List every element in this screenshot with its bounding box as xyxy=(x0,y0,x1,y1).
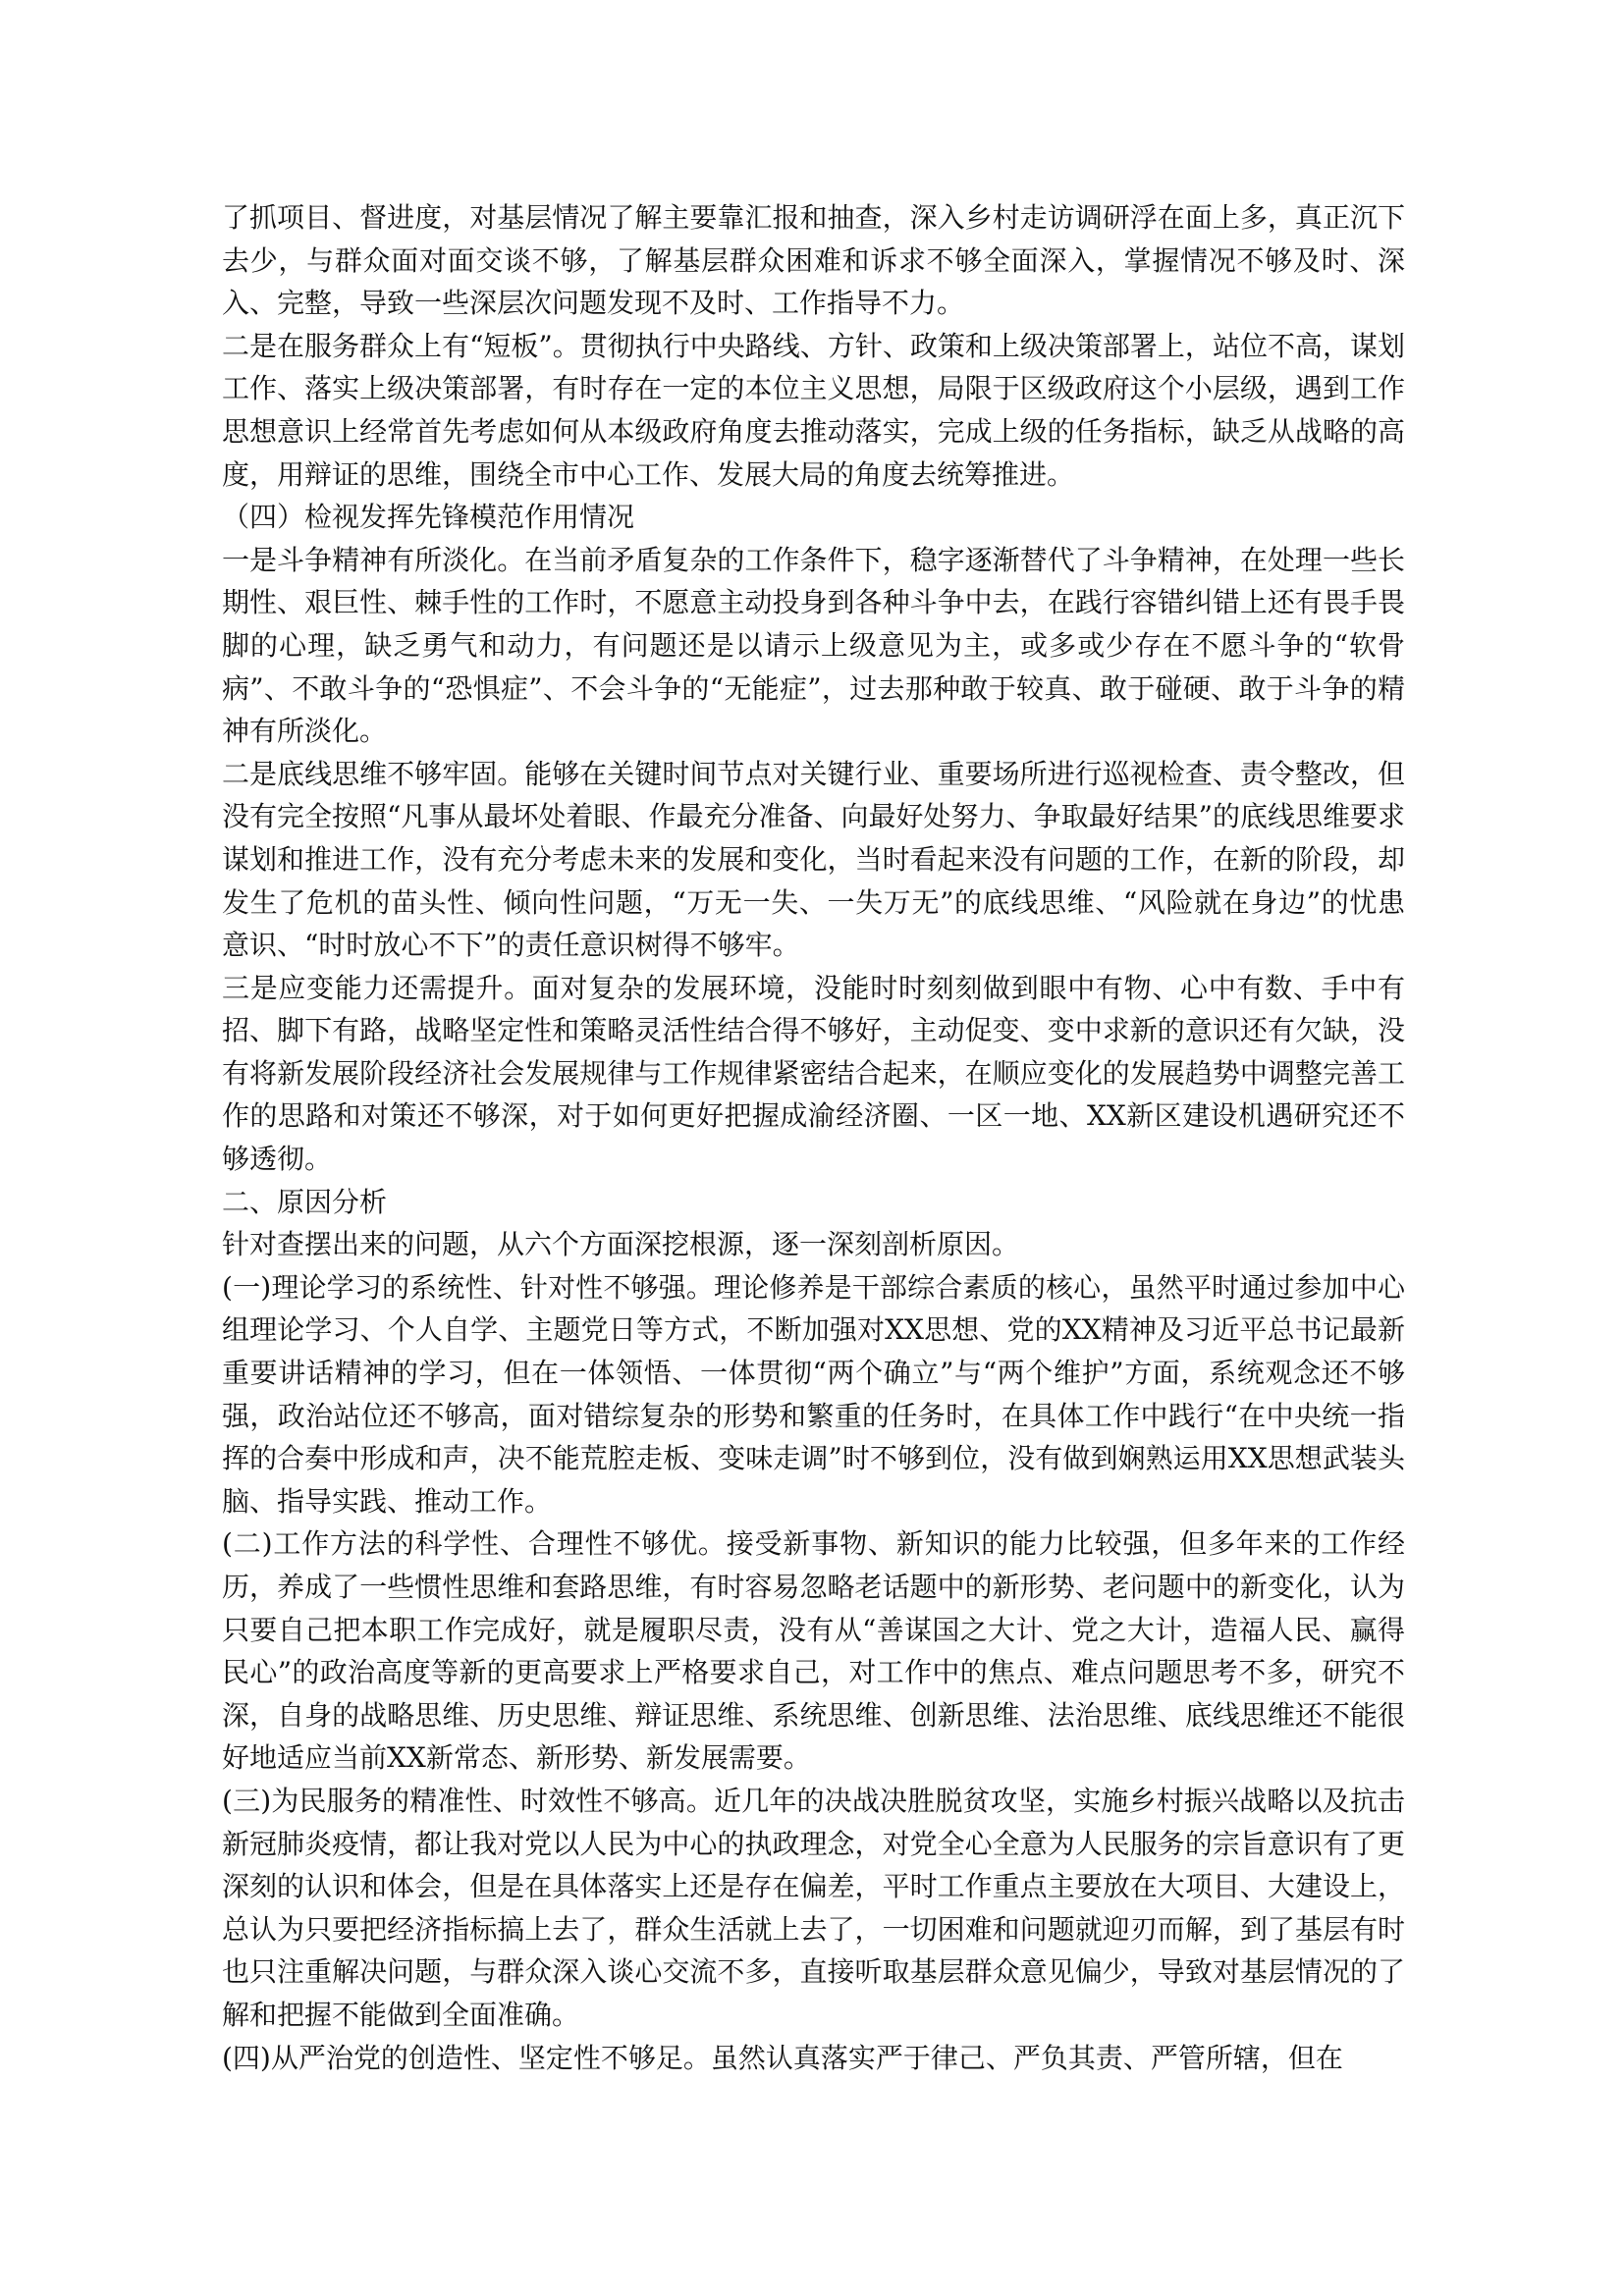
paragraph-2: 二是在服务群众上有“短板”。贯彻执行中央路线、方针、政策和上级决策部署上，站位不高，谋划工作、落实上级决策部署，有时存在一定的本位主义思想，局限于区级政府这个小层级，遇到工作思想意识上经常首先考虑如何从本级政府角度去推动落实，完成上级的任务指标，缺乏从战略的高度，用辩证的思维，围绕全市中心工作、发展大局的角度去统筹推进。 xyxy=(222,329,1405,491)
paragraph-7: (一)理论学习的系统性、针对性不够强。理论修养是干部综合素质的核心，虽然平时通过参加中心组理论学习、个人自学、主题党日等方式，不断加强对XX思想、党的XX精神及习近平总书记最新重要讲话精神的学习，但在一体领悟、一体贯彻“两个确立”与“两个维护”方面，系统观念还不够强，政治站位还不够高，面对错综复杂的形势和繁重的任务时，在具体工作中践行“在中央统一指挥的合奏中形成和声，决不能荒腔走板、变味走调”时不够到位，没有做到娴熟运用XX思想武装头脑、指导实践、推动工作。 xyxy=(222,1270,1405,1518)
document-page xyxy=(222,196,1405,2079)
paragraph-1: 了抓项目、督进度，对基层情况了解主要靠汇报和抽查，深入乡村走访调研浮在面上多，真正沉下去少，与群众面对面交谈不够，了解基层群众困难和诉求不够全面深入，掌握情况不够及时、深入、完整，导致一些深层次问题发现不及时、工作指导不力。 xyxy=(222,201,1405,320)
paragraph-8: (二)工作方法的科学性、合理性不够优。接受新事物、新知识的能力比较强，但多年来的工作经历，养成了一些惯性思维和套路思维，有时容易忽略老话题中的新形势、老问题中的新变化，认为只要自己把本职工作完成好，就是履职尽责，没有从“善谋国之大计、党之大计，造福人民、赢得民心”的政治高度等新的更高要求上严格要求自己，对工作中的焦点、难点问题思考不多，研究不深，自身的战略思维、历史思维、辩证思维、系统思维、创新思维、法治思维、底线思维还不能很好地适应当前XX新常态、新形势、新发展需要。 xyxy=(222,1527,1405,1775)
paragraph-6: 针对查摆出来的问题，从六个方面深挖根源，逐一深刻剖析原因。 xyxy=(222,1228,1020,1261)
paragraph-4: 二是底线思维不够牢固。能够在关键时间节点对关键行业、重要场所进行巡视检查、责令整改，但没有完全按照“凡事从最坏处着眼、作最充分准备、向最好处努力、争取最好结果”的底线思维要求谋划和推进工作，没有充分考虑未来的发展和变化，当时看起来没有问题的工作，在新的阶段，却发生了危机的苗头性、倾向性问题，“万无一失、一失万无”的底线思维、“风险就在身边”的忧患意识、“时时放心不下”的责任意识树得不够牢。 xyxy=(222,757,1405,962)
section-heading-4: （四）检视发挥先锋模范作用情况 xyxy=(222,501,635,534)
paragraph-3: 一是斗争精神有所淡化。在当前矛盾复杂的工作条件下，稳字逐渐替代了斗争精神，在处理一些长期性、艰巨性、棘手性的工作时，不愿意主动投身到各种斗争中去，在践行容错纠错上还有畏手畏脚的心理，缺乏勇气和动力，有问题还是以请示上级意见为主，或多或少存在不愿斗争的“软骨病”、不敢斗争的“恐惧症”、不会斗争的“无能症”，过去那种敢于较真、敢于碰硬、敢于斗争的精神有所淡化。 xyxy=(222,543,1405,748)
paragraph-10: (四)从严治党的创造性、坚定性不够足。虽然认真落实严于律己、严负其责、严管所辖，但在 xyxy=(222,2041,1343,2074)
section-heading-cause-analysis: 二、原因分析 xyxy=(222,1185,388,1218)
paragraph-5: 三是应变能力还需提升。面对复杂的发展环境，没能时时刻刻做到眼中有物、心中有数、手中有招、脚下有路，战略坚定性和策略灵活性结合得不够好，主动促变、变中求新的意识还有欠缺，没有将新发展阶段经济社会发展规律与工作规律紧密结合起来，在顺应变化的发展趋势中调整完善工作的思路和对策还不够深，对于如何更好把握成渝经济圈、一区一地、XX新区建设机遇研究还不够透彻。 xyxy=(222,971,1405,1176)
paragraph-9: (三)为民服务的精准性、时效性不够高。近几年的决战决胜脱贫攻坚，实施乡村振兴战略以及抗击新冠肺炎疫情，都让我对党以人民为中心的执政理念，对党全心全意为人民服务的宗旨意识有了更深刻的认识和体会，但是在具体落实上还是存在偏差，平时工作重点主要放在大项目、大建设上，总认为只要把经济指标搞上去了，群众生活就上去了，一切困难和问题就迎刃而解，到了基层有时也只注重解决问题，与群众深入谈心交流不多，直接听取基层群众意见偏少，导致对基层情况的了解和把握不能做到全面准确。 xyxy=(222,1784,1405,2031)
